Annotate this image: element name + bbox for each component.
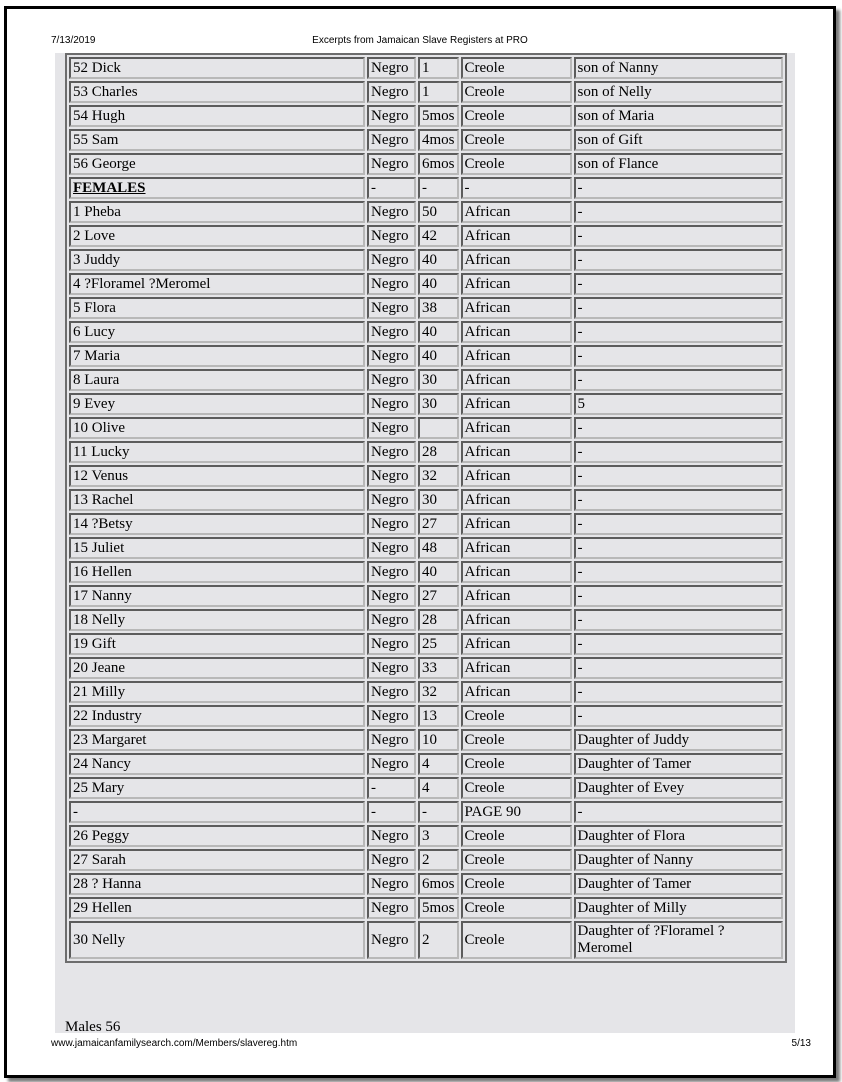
cell-origin: - bbox=[461, 177, 572, 199]
cell-colour: Negro bbox=[367, 297, 416, 319]
cell-relation: son of Gift bbox=[574, 129, 783, 151]
cell-relation: son of Nanny bbox=[574, 57, 783, 79]
cell-origin: African bbox=[461, 585, 572, 607]
cell-origin: Creole bbox=[461, 105, 572, 127]
cell-colour: Negro bbox=[367, 849, 416, 871]
cell-relation: - bbox=[574, 633, 783, 655]
cell-colour: Negro bbox=[367, 753, 416, 775]
table-row bbox=[69, 801, 783, 823]
cell-name: 27 Sarah bbox=[69, 849, 365, 871]
table-row bbox=[69, 489, 783, 511]
cell-origin: Creole bbox=[461, 129, 572, 151]
cell-relation: - bbox=[574, 705, 783, 727]
cell-age: 32 bbox=[418, 681, 459, 703]
cell-relation: - bbox=[574, 417, 783, 439]
cell-name: 25 Mary bbox=[69, 777, 365, 799]
table-row bbox=[69, 849, 783, 871]
cell-relation: Daughter of Flora bbox=[574, 825, 783, 847]
table-row bbox=[69, 57, 783, 79]
cell-relation: - bbox=[574, 801, 783, 823]
cell-origin: African bbox=[461, 681, 572, 703]
cell-age: 42 bbox=[418, 225, 459, 247]
cell-origin: PAGE 90 bbox=[461, 801, 572, 823]
cell-name: 15 Juliet bbox=[69, 537, 365, 559]
table-row bbox=[69, 513, 783, 535]
cell-colour: Negro bbox=[367, 585, 416, 607]
cell-age: 3 bbox=[418, 825, 459, 847]
cell-name: 5 Flora bbox=[69, 297, 365, 319]
table-row bbox=[69, 369, 783, 391]
cell-name: 52 Dick bbox=[69, 57, 365, 79]
cell-relation: - bbox=[574, 585, 783, 607]
cell-relation: - bbox=[574, 441, 783, 463]
table-row bbox=[69, 345, 783, 367]
cell-name: 56 George bbox=[69, 153, 365, 175]
cell-relation: Daughter of Evey bbox=[574, 777, 783, 799]
cell-relation: - bbox=[574, 297, 783, 319]
cell-colour: Negro bbox=[367, 129, 416, 151]
cell-relation: Daughter of ?Floramel ? Meromel bbox=[574, 921, 783, 959]
cell-colour: Negro bbox=[367, 417, 416, 439]
cell-age: 32 bbox=[418, 465, 459, 487]
cell-colour: Negro bbox=[367, 153, 416, 175]
cell-name: 12 Venus bbox=[69, 465, 365, 487]
cell-relation: - bbox=[574, 561, 783, 583]
cell-colour: Negro bbox=[367, 537, 416, 559]
cell-age: 30 bbox=[418, 369, 459, 391]
cell-origin: African bbox=[461, 441, 572, 463]
cell-origin: African bbox=[461, 417, 572, 439]
cell-relation: - bbox=[574, 369, 783, 391]
cell-age: 5mos bbox=[418, 105, 459, 127]
cell-age: 25 bbox=[418, 633, 459, 655]
cell-name: 6 Lucy bbox=[69, 321, 365, 343]
table-row bbox=[69, 897, 783, 919]
cell-origin: African bbox=[461, 489, 572, 511]
cell-age: 40 bbox=[418, 321, 459, 343]
table-row bbox=[69, 393, 783, 415]
cell-origin: African bbox=[461, 345, 572, 367]
table-row bbox=[69, 777, 783, 799]
print-date: 7/13/2019 bbox=[51, 35, 96, 46]
cell-origin: Creole bbox=[461, 705, 572, 727]
cell-age: 27 bbox=[418, 585, 459, 607]
cell-colour: Negro bbox=[367, 729, 416, 751]
cell-relation: 5 bbox=[574, 393, 783, 415]
cell-age: 5mos bbox=[418, 897, 459, 919]
table-row bbox=[69, 753, 783, 775]
cell-origin: Creole bbox=[461, 921, 572, 959]
cell-colour: Negro bbox=[367, 873, 416, 895]
cell-colour: - bbox=[367, 801, 416, 823]
cell-name: 55 Sam bbox=[69, 129, 365, 151]
cell-colour: - bbox=[367, 177, 416, 199]
cell-relation: - bbox=[574, 609, 783, 631]
cell-origin: African bbox=[461, 273, 572, 295]
cell-relation: - bbox=[574, 321, 783, 343]
cell-name: 9 Evey bbox=[69, 393, 365, 415]
cell-origin: African bbox=[461, 657, 572, 679]
cell-origin: African bbox=[461, 609, 572, 631]
cell-age: 40 bbox=[418, 249, 459, 271]
cell-relation: - bbox=[574, 345, 783, 367]
cell-colour: Negro bbox=[367, 681, 416, 703]
cell-origin: Creole bbox=[461, 777, 572, 799]
males-total: Males 56 bbox=[65, 1019, 121, 1035]
cell-origin: African bbox=[461, 201, 572, 223]
cell-origin: African bbox=[461, 633, 572, 655]
cell-colour: Negro bbox=[367, 345, 416, 367]
cell-age: 40 bbox=[418, 561, 459, 583]
cell-name: 10 Olive bbox=[69, 417, 365, 439]
table-row bbox=[69, 321, 783, 343]
cell-colour: Negro bbox=[367, 201, 416, 223]
table-row bbox=[69, 705, 783, 727]
cell-relation: - bbox=[574, 201, 783, 223]
cell-colour: Negro bbox=[367, 393, 416, 415]
cell-name: 29 Hellen bbox=[69, 897, 365, 919]
cell-relation: - bbox=[574, 465, 783, 487]
cell-age: 40 bbox=[418, 273, 459, 295]
cell-colour: Negro bbox=[367, 105, 416, 127]
table-row bbox=[69, 297, 783, 319]
cell-origin: African bbox=[461, 537, 572, 559]
cell-colour: Negro bbox=[367, 561, 416, 583]
cell-name: 3 Juddy bbox=[69, 249, 365, 271]
cell-colour: Negro bbox=[367, 249, 416, 271]
table-row bbox=[69, 249, 783, 271]
cell-colour: Negro bbox=[367, 441, 416, 463]
cell-relation: Daughter of Milly bbox=[574, 897, 783, 919]
cell-colour: Negro bbox=[367, 369, 416, 391]
table-row bbox=[69, 585, 783, 607]
footer-url: www.jamaicanfamilysearch.com/Members/slavereg.htm bbox=[51, 1038, 298, 1049]
cell-origin: African bbox=[461, 297, 572, 319]
cell-name: 8 Laura bbox=[69, 369, 365, 391]
cell-relation: Daughter of Tamer bbox=[574, 873, 783, 895]
cell-colour: Negro bbox=[367, 825, 416, 847]
table-row bbox=[69, 609, 783, 631]
cell-relation: - bbox=[574, 249, 783, 271]
cell-age: 30 bbox=[418, 489, 459, 511]
cell-origin: Creole bbox=[461, 825, 572, 847]
cell-name: 18 Nelly bbox=[69, 609, 365, 631]
page-title: Excerpts from Jamaican Slave Registers at PRO bbox=[312, 35, 528, 46]
cell-relation: - bbox=[574, 513, 783, 535]
cell-relation: - bbox=[574, 489, 783, 511]
cell-age: 6mos bbox=[418, 153, 459, 175]
cell-relation: - bbox=[574, 177, 783, 199]
cell-name: 30 Nelly bbox=[69, 921, 365, 959]
cell-origin: Creole bbox=[461, 897, 572, 919]
cell-age: 48 bbox=[418, 537, 459, 559]
cell-origin: African bbox=[461, 225, 572, 247]
table-row bbox=[69, 825, 783, 847]
cell-name: 22 Industry bbox=[69, 705, 365, 727]
page-frame bbox=[4, 6, 836, 1078]
cell-name: 11 Lucky bbox=[69, 441, 365, 463]
table-row bbox=[69, 153, 783, 175]
cell-colour: Negro bbox=[367, 513, 416, 535]
cell-relation: son of Maria bbox=[574, 105, 783, 127]
cell-relation: son of Nelly bbox=[574, 81, 783, 103]
cell-age: 4mos bbox=[418, 129, 459, 151]
cell-colour: Negro bbox=[367, 633, 416, 655]
table-row bbox=[69, 273, 783, 295]
cell-age: 33 bbox=[418, 657, 459, 679]
cell-origin: African bbox=[461, 369, 572, 391]
cell-origin: Creole bbox=[461, 153, 572, 175]
cell-name: 16 Hellen bbox=[69, 561, 365, 583]
cell-origin: African bbox=[461, 321, 572, 343]
cell-origin: Creole bbox=[461, 729, 572, 751]
cell-name: 26 Peggy bbox=[69, 825, 365, 847]
cell-age: 27 bbox=[418, 513, 459, 535]
cell-name: - bbox=[69, 801, 365, 823]
cell-origin: African bbox=[461, 249, 572, 271]
table-row bbox=[69, 177, 783, 199]
cell-age bbox=[418, 417, 459, 439]
table-row bbox=[69, 873, 783, 895]
table-row bbox=[69, 657, 783, 679]
cell-origin: African bbox=[461, 393, 572, 415]
cell-colour: Negro bbox=[367, 921, 416, 959]
cell-age: 40 bbox=[418, 345, 459, 367]
cell-name: 1 Pheba bbox=[69, 201, 365, 223]
cell-origin: Creole bbox=[461, 873, 572, 895]
cell-age: 38 bbox=[418, 297, 459, 319]
cell-name: 14 ?Betsy bbox=[69, 513, 365, 535]
cell-age: 30 bbox=[418, 393, 459, 415]
cell-name: 54 Hugh bbox=[69, 105, 365, 127]
cell-age: - bbox=[418, 801, 459, 823]
cell-age: 10 bbox=[418, 729, 459, 751]
cell-age: 4 bbox=[418, 777, 459, 799]
cell-relation: son of Flance bbox=[574, 153, 783, 175]
cell-name: 2 Love bbox=[69, 225, 365, 247]
cell-name: 24 Nancy bbox=[69, 753, 365, 775]
cell-colour: Negro bbox=[367, 321, 416, 343]
cell-name: 53 Charles bbox=[69, 81, 365, 103]
cell-name: 20 Jeane bbox=[69, 657, 365, 679]
table-row bbox=[69, 201, 783, 223]
cell-name: 23 Margaret bbox=[69, 729, 365, 751]
table-row bbox=[69, 417, 783, 439]
slave-register-table bbox=[65, 53, 787, 963]
cell-colour: Negro bbox=[367, 225, 416, 247]
table-row bbox=[69, 681, 783, 703]
cell-relation: Daughter of Juddy bbox=[574, 729, 783, 751]
cell-colour: Negro bbox=[367, 57, 416, 79]
cell-name: FEMALES bbox=[69, 177, 365, 199]
cell-colour: Negro bbox=[367, 609, 416, 631]
cell-age: - bbox=[418, 177, 459, 199]
cell-name: 7 Maria bbox=[69, 345, 365, 367]
cell-colour: Negro bbox=[367, 897, 416, 919]
cell-age: 28 bbox=[418, 609, 459, 631]
table-row bbox=[69, 441, 783, 463]
cell-origin: African bbox=[461, 561, 572, 583]
cell-origin: Creole bbox=[461, 81, 572, 103]
cell-age: 2 bbox=[418, 921, 459, 959]
cell-origin: Creole bbox=[461, 57, 572, 79]
cell-relation: Daughter of Nanny bbox=[574, 849, 783, 871]
cell-origin: Creole bbox=[461, 849, 572, 871]
footer-page-number: 5/13 bbox=[791, 1038, 811, 1049]
cell-name: 13 Rachel bbox=[69, 489, 365, 511]
cell-colour: - bbox=[367, 777, 416, 799]
cell-origin: African bbox=[461, 465, 572, 487]
cell-name: 28 ? Hanna bbox=[69, 873, 365, 895]
cell-name: 19 Gift bbox=[69, 633, 365, 655]
cell-colour: Negro bbox=[367, 657, 416, 679]
cell-age: 50 bbox=[418, 201, 459, 223]
cell-colour: Negro bbox=[367, 465, 416, 487]
table-row bbox=[69, 225, 783, 247]
cell-relation: - bbox=[574, 225, 783, 247]
cell-colour: Negro bbox=[367, 705, 416, 727]
cell-age: 4 bbox=[418, 753, 459, 775]
cell-relation: - bbox=[574, 657, 783, 679]
content-area bbox=[55, 53, 795, 1033]
cell-age: 1 bbox=[418, 81, 459, 103]
table-row bbox=[69, 105, 783, 127]
cell-age: 1 bbox=[418, 57, 459, 79]
cell-name: 4 ?Floramel ?Meromel bbox=[69, 273, 365, 295]
cell-age: 6mos bbox=[418, 873, 459, 895]
table-row bbox=[69, 633, 783, 655]
cell-relation: - bbox=[574, 681, 783, 703]
table-row bbox=[69, 537, 783, 559]
table-row bbox=[69, 465, 783, 487]
table-row bbox=[69, 921, 783, 959]
table-row bbox=[69, 81, 783, 103]
table-row bbox=[69, 729, 783, 751]
cell-relation: - bbox=[574, 273, 783, 295]
cell-colour: Negro bbox=[367, 273, 416, 295]
cell-relation: - bbox=[574, 537, 783, 559]
cell-colour: Negro bbox=[367, 489, 416, 511]
cell-relation: Daughter of Tamer bbox=[574, 753, 783, 775]
cell-age: 28 bbox=[418, 441, 459, 463]
table-row bbox=[69, 129, 783, 151]
cell-name: 17 Nanny bbox=[69, 585, 365, 607]
cell-origin: African bbox=[461, 513, 572, 535]
table-row bbox=[69, 561, 783, 583]
cell-age: 2 bbox=[418, 849, 459, 871]
cell-origin: Creole bbox=[461, 753, 572, 775]
cell-age: 13 bbox=[418, 705, 459, 727]
cell-colour: Negro bbox=[367, 81, 416, 103]
cell-name: 21 Milly bbox=[69, 681, 365, 703]
